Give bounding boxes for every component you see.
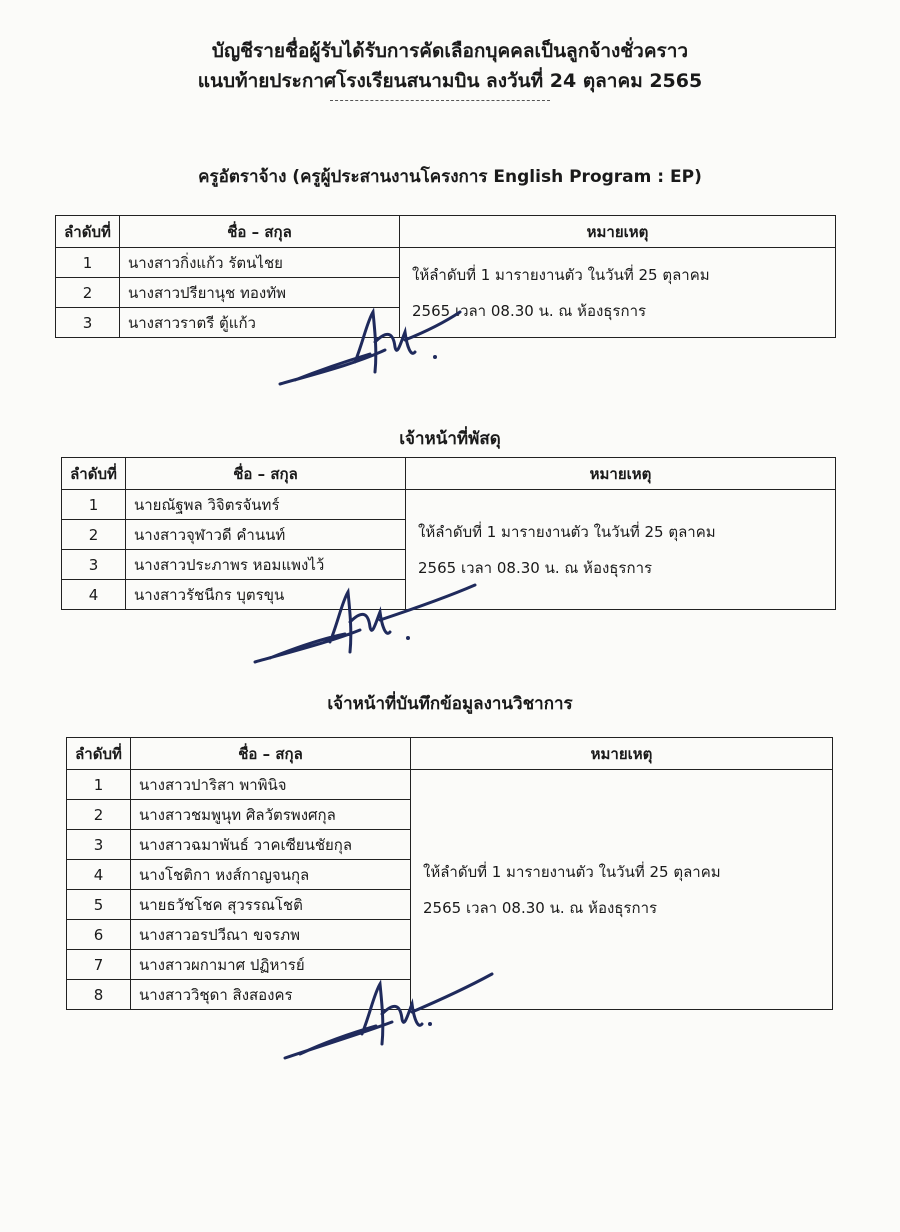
table-header-row (67, 738, 833, 770)
document-subtitle: แนบท้ายประกาศโรงเรียนสนามบิน ลงวันที่ 24 ตุลาคม 2565 (197, 70, 703, 92)
table-row (67, 770, 833, 800)
row-name: นางสาวจุฬาวดี คำนนท์ (126, 520, 406, 550)
row-name: นางโชติกา หงส์กาญจนกุล (131, 860, 411, 890)
row-name: นางสาวปรียานุช ทองทัพ (120, 278, 400, 308)
column-header-number: ลำดับที่ (56, 216, 120, 248)
row-number: 7 (67, 950, 131, 980)
section-title-ep-teacher: ครูอัตราจ้าง (ครูผู้ประสานงานโครงการ English Program : EP) (198, 167, 702, 187)
row-name: นางสาวฉมาพันธ์ วาคเซียนชัยกุล (131, 830, 411, 860)
row-number: 3 (56, 308, 120, 338)
column-header-remark: หมายเหตุ (411, 738, 833, 770)
remark-line: 2565 เวลา 08.30 น. ณ ห้องธุรการ (412, 301, 647, 320)
title-divider (330, 100, 550, 101)
column-header-name: ชื่อ – สกุล (120, 216, 400, 248)
row-number: 2 (56, 278, 120, 308)
row-number: 5 (67, 890, 131, 920)
row-name: นางสาวรัชนีกร บุตรขุน (126, 580, 406, 610)
signature-icon (275, 302, 465, 392)
remark-line: ให้ลำดับที่ 1 มารายงานตัว ในวันที่ 25 ตุลาคม (412, 265, 710, 284)
remark-line: 2565 เวลา 08.30 น. ณ ห้องธุรการ (423, 898, 658, 917)
table-header-row (56, 216, 836, 248)
row-number: 1 (67, 770, 131, 800)
row-name: นางสาวชมพูนุท ศิลวัตรพงศกุล (131, 800, 411, 830)
row-name: นายธวัชโชค สุวรรณโชติ (131, 890, 411, 920)
row-name: นางสาวประภาพร หอมแพงไว้ (126, 550, 406, 580)
row-name: นางสาวผกามาศ ปฏิหารย์ (131, 950, 411, 980)
row-number: 2 (62, 520, 126, 550)
table-row (62, 490, 836, 520)
signature-icon (250, 580, 480, 670)
row-name: นางสาววิชุดา สิงสองคร (131, 980, 411, 1010)
row-number: 2 (67, 800, 131, 830)
table-row (56, 248, 836, 278)
column-header-remark: หมายเหตุ (406, 458, 836, 490)
row-number: 1 (56, 248, 120, 278)
row-name: นายณัฐพล วิจิตรจันทร์ (126, 490, 406, 520)
column-header-remark: หมายเหตุ (400, 216, 836, 248)
row-number: 3 (67, 830, 131, 860)
remark-line: 2565 เวลา 08.30 น. ณ ห้องธุรการ (418, 558, 653, 577)
column-header-number: ลำดับที่ (67, 738, 131, 770)
row-name: นางสาวราตรี ตู้แก้ว (120, 308, 400, 338)
row-number: 8 (67, 980, 131, 1010)
row-name: นางสาวกิ่งแก้ว รัตนไชย (120, 248, 400, 278)
column-header-name: ชื่อ – สกุล (126, 458, 406, 490)
row-number: 6 (67, 920, 131, 950)
remark-line: ให้ลำดับที่ 1 มารายงานตัว ในวันที่ 25 ตุลาคม (418, 522, 716, 541)
signature-icon (280, 970, 500, 1065)
remark-line: ให้ลำดับที่ 1 มารายงานตัว ในวันที่ 25 ตุลาคม (423, 862, 721, 881)
section-title-supply-officer: เจ้าหน้าที่พัสดุ (399, 429, 501, 449)
row-number: 4 (67, 860, 131, 890)
row-name: นางสาวปาริสา พาพินิจ (131, 770, 411, 800)
row-number: 1 (62, 490, 126, 520)
row-number: 3 (62, 550, 126, 580)
column-header-name: ชื่อ – สกุล (131, 738, 411, 770)
section-title-academic-data-officer: เจ้าหน้าที่บันทึกข้อมูลงานวิชาการ (327, 694, 573, 714)
column-header-number: ลำดับที่ (62, 458, 126, 490)
row-name: นางสาวอรปวีณา ขจรภพ (131, 920, 411, 950)
document-title: บัญชีรายชื่อผู้รับได้รับการคัดเลือกบุคคลเป็นลูกจ้างชั่วคราว (211, 40, 689, 62)
row-number: 4 (62, 580, 126, 610)
table-header-row (62, 458, 836, 490)
